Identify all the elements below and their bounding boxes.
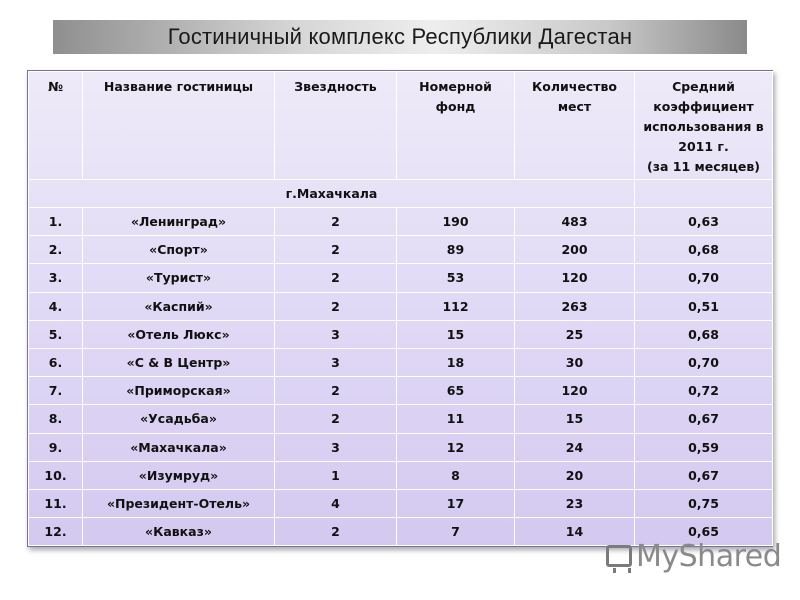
table-row bbox=[29, 461, 773, 489]
stars-cell: 2 bbox=[275, 377, 397, 405]
hotel-name: «Усадьба» bbox=[83, 405, 275, 433]
hotel-name: «Кавказ» bbox=[83, 518, 275, 546]
header-coef-line-4: 2011 г. bbox=[678, 139, 729, 154]
row-number: 5. bbox=[29, 320, 83, 348]
header-row bbox=[29, 72, 773, 180]
row-number: 2. bbox=[29, 236, 83, 264]
stars-cell: 1 bbox=[275, 461, 397, 489]
hotel-table-container bbox=[27, 70, 773, 547]
table-row bbox=[29, 377, 773, 405]
table-row bbox=[29, 208, 773, 236]
stars-cell: 2 bbox=[275, 292, 397, 320]
row-number: 1. bbox=[29, 208, 83, 236]
row-number: 3. bbox=[29, 264, 83, 292]
page-title: Гостиничный комплекс Республики Дагестан bbox=[167, 24, 633, 49]
coefficient-cell: 0,70 bbox=[635, 348, 773, 376]
header-coefficient bbox=[635, 72, 773, 180]
places-cell: 25 bbox=[515, 320, 635, 348]
hotel-name: «Президент-Отель» bbox=[83, 489, 275, 517]
header-number: № bbox=[29, 72, 83, 180]
coefficient-cell: 0,67 bbox=[635, 461, 773, 489]
row-number: 11. bbox=[29, 489, 83, 517]
hotel-name: «Ленинград» bbox=[83, 208, 275, 236]
places-cell: 20 bbox=[515, 461, 635, 489]
row-number: 8. bbox=[29, 405, 83, 433]
rooms-cell: 7 bbox=[397, 518, 515, 546]
hotel-name: «Турист» bbox=[83, 264, 275, 292]
watermark bbox=[606, 538, 781, 574]
stars-cell: 2 bbox=[275, 518, 397, 546]
presentation-board-icon bbox=[606, 545, 632, 567]
header-rooms-line-1: Номерной bbox=[419, 79, 492, 94]
stars-cell: 3 bbox=[275, 433, 397, 461]
rooms-cell: 18 bbox=[397, 348, 515, 376]
coefficient-cell: 0,51 bbox=[635, 292, 773, 320]
title-bar bbox=[53, 20, 747, 54]
city-cell: г.Махачкала bbox=[29, 180, 635, 208]
places-cell: 120 bbox=[515, 264, 635, 292]
header-places: Количество мест bbox=[515, 72, 635, 180]
coefficient-cell: 0,59 bbox=[635, 433, 773, 461]
hotel-name: «Махачкала» bbox=[83, 433, 275, 461]
places-cell: 14 bbox=[515, 518, 635, 546]
rooms-cell: 65 bbox=[397, 377, 515, 405]
coefficient-cell: 0,67 bbox=[635, 405, 773, 433]
rooms-cell: 190 bbox=[397, 208, 515, 236]
places-cell: 30 bbox=[515, 348, 635, 376]
table-row bbox=[29, 292, 773, 320]
row-number: 4. bbox=[29, 292, 83, 320]
header-coef-line-5: (за 11 месяцев) bbox=[646, 159, 760, 174]
hotel-name: «Каспий» bbox=[83, 292, 275, 320]
row-number: 10. bbox=[29, 461, 83, 489]
header-rooms-line-2: фонд bbox=[435, 99, 476, 114]
rooms-cell: 53 bbox=[397, 264, 515, 292]
coefficient-cell: 0,68 bbox=[635, 320, 773, 348]
rooms-cell: 112 bbox=[397, 292, 515, 320]
stars-cell: 2 bbox=[275, 208, 397, 236]
hotel-name: «Отель Люкс» bbox=[83, 320, 275, 348]
header-coef-line-1: Средний bbox=[672, 79, 735, 94]
stars-cell: 2 bbox=[275, 236, 397, 264]
coefficient-cell: 0,65 bbox=[635, 518, 773, 546]
header-coef-line-2: коэффициент bbox=[653, 99, 754, 114]
places-cell: 24 bbox=[515, 433, 635, 461]
places-cell: 23 bbox=[515, 489, 635, 517]
coefficient-cell: 0,68 bbox=[635, 236, 773, 264]
coefficient-cell: 0,63 bbox=[635, 208, 773, 236]
stars-cell: 4 bbox=[275, 489, 397, 517]
header-stars: Звездность bbox=[275, 72, 397, 180]
watermark-text: MyShared bbox=[636, 538, 782, 574]
table-row bbox=[29, 264, 773, 292]
hotel-name: «Приморская» bbox=[83, 377, 275, 405]
row-number: 6. bbox=[29, 348, 83, 376]
rooms-cell: 12 bbox=[397, 433, 515, 461]
city-empty-cell bbox=[635, 180, 773, 208]
coefficient-cell: 0,70 bbox=[635, 264, 773, 292]
header-hotel-name: Название гостиницы bbox=[83, 72, 275, 180]
table-row bbox=[29, 433, 773, 461]
rooms-cell: 8 bbox=[397, 461, 515, 489]
places-cell: 200 bbox=[515, 236, 635, 264]
city-row bbox=[29, 180, 773, 208]
rooms-cell: 89 bbox=[397, 236, 515, 264]
places-cell: 120 bbox=[515, 377, 635, 405]
coefficient-cell: 0,72 bbox=[635, 377, 773, 405]
hotel-name: «Изумруд» bbox=[83, 461, 275, 489]
table-row bbox=[29, 405, 773, 433]
stars-cell: 3 bbox=[275, 320, 397, 348]
places-cell: 263 bbox=[515, 292, 635, 320]
hotel-table bbox=[28, 71, 773, 546]
stars-cell: 2 bbox=[275, 405, 397, 433]
row-number: 12. bbox=[29, 518, 83, 546]
coefficient-cell: 0,75 bbox=[635, 489, 773, 517]
header-rooms bbox=[397, 72, 515, 180]
row-number: 7. bbox=[29, 377, 83, 405]
table-row bbox=[29, 348, 773, 376]
row-number: 9. bbox=[29, 433, 83, 461]
table-row bbox=[29, 489, 773, 517]
stars-cell: 2 bbox=[275, 264, 397, 292]
stars-cell: 3 bbox=[275, 348, 397, 376]
rooms-cell: 17 bbox=[397, 489, 515, 517]
header-coef-line-3: использования в bbox=[643, 119, 764, 134]
rooms-cell: 11 bbox=[397, 405, 515, 433]
hotel-name: «С & В Центр» bbox=[83, 348, 275, 376]
hotel-name: «Спорт» bbox=[83, 236, 275, 264]
rooms-cell: 15 bbox=[397, 320, 515, 348]
places-cell: 15 bbox=[515, 405, 635, 433]
table-row bbox=[29, 320, 773, 348]
table-row bbox=[29, 236, 773, 264]
places-cell: 483 bbox=[515, 208, 635, 236]
